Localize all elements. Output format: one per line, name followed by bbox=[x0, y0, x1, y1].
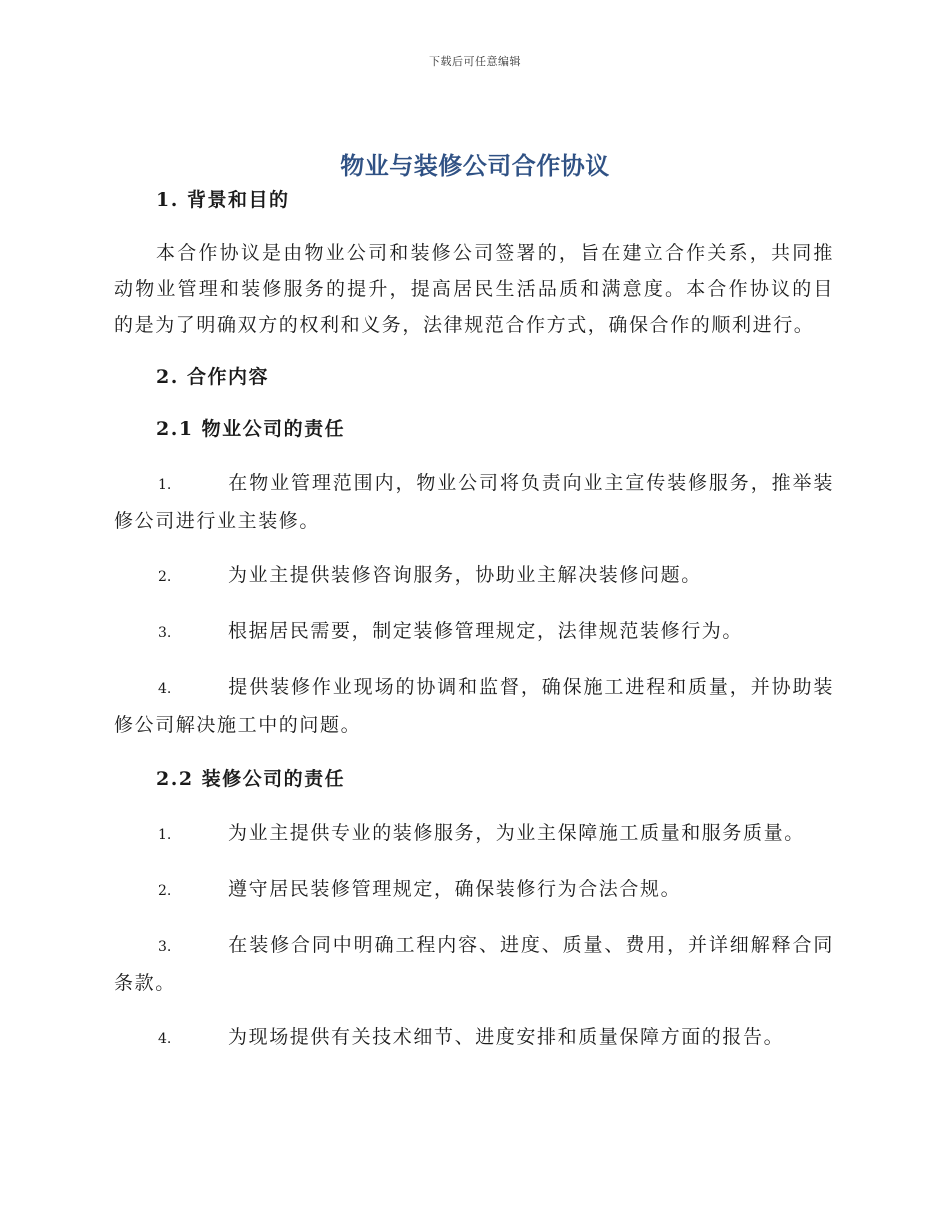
list-item-number: 2. bbox=[158, 883, 172, 899]
list-item-number: 3. bbox=[158, 939, 172, 955]
list-item bbox=[114, 613, 834, 651]
list-item-text: 为现场提供有关技术细节、进度安排和质量保障方面的报告。 bbox=[228, 1026, 785, 1048]
list-item-number: 3. bbox=[158, 625, 172, 641]
list-item-text: 提供装修作业现场的协调和监督，确保施工进程和质量，并协助装修公司解决施工中的问题。 bbox=[114, 676, 834, 736]
list-item bbox=[114, 669, 834, 743]
header-note: 下载后可任意编辑 bbox=[429, 55, 521, 68]
list-item-text: 为业主提供专业的装修服务，为业主保障施工质量和服务质量。 bbox=[228, 822, 805, 844]
section-2-2-heading: 2.2 装修公司的责任 bbox=[156, 768, 346, 790]
list-item-text: 在物业管理范围内，物业公司将负责向业主宣传装修服务，推举装修公司进行业主装修。 bbox=[114, 472, 834, 532]
list-item-number: 1. bbox=[158, 477, 172, 493]
list-item-number: 1. bbox=[158, 827, 172, 843]
section-1-paragraph: 本合作协议是由物业公司和装修公司签署的，旨在建立合作关系，共同推动物业管理和装修服务的提升，提高居民生活品质和满意度。本合作协议的目的是为了明确双方的权利和义务，法律规范合作方式，确保合作的顺利进行。 bbox=[114, 242, 834, 336]
list-item bbox=[114, 465, 834, 539]
document-body bbox=[114, 184, 834, 1057]
list-item-text: 遵守居民装修管理规定，确保装修行为合法合规。 bbox=[228, 878, 682, 900]
list-item bbox=[114, 871, 834, 909]
list-item-number: 2. bbox=[158, 569, 172, 585]
list-item bbox=[114, 557, 834, 595]
list-item bbox=[114, 1019, 834, 1057]
list-item bbox=[114, 815, 834, 853]
section-2-1-heading: 2.1 物业公司的责任 bbox=[156, 418, 346, 440]
section-1-heading: 1. 背景和目的 bbox=[156, 189, 290, 211]
section-2-heading: 2. 合作内容 bbox=[156, 366, 269, 388]
list-item-text: 在装修合同中明确工程内容、进度、质量、费用，并详细解释合同条款。 bbox=[114, 934, 834, 994]
list-item-text: 为业主提供装修咨询服务，协助业主解决装修问题。 bbox=[228, 564, 702, 586]
list-item bbox=[114, 927, 834, 1001]
list-item-number: 4. bbox=[158, 681, 172, 697]
list-item-number: 4. bbox=[158, 1031, 172, 1047]
document-title: 物业与装修公司合作协议 bbox=[340, 152, 610, 180]
list-item-text: 根据居民需要，制定装修管理规定，法律规范装修行为。 bbox=[228, 620, 744, 642]
